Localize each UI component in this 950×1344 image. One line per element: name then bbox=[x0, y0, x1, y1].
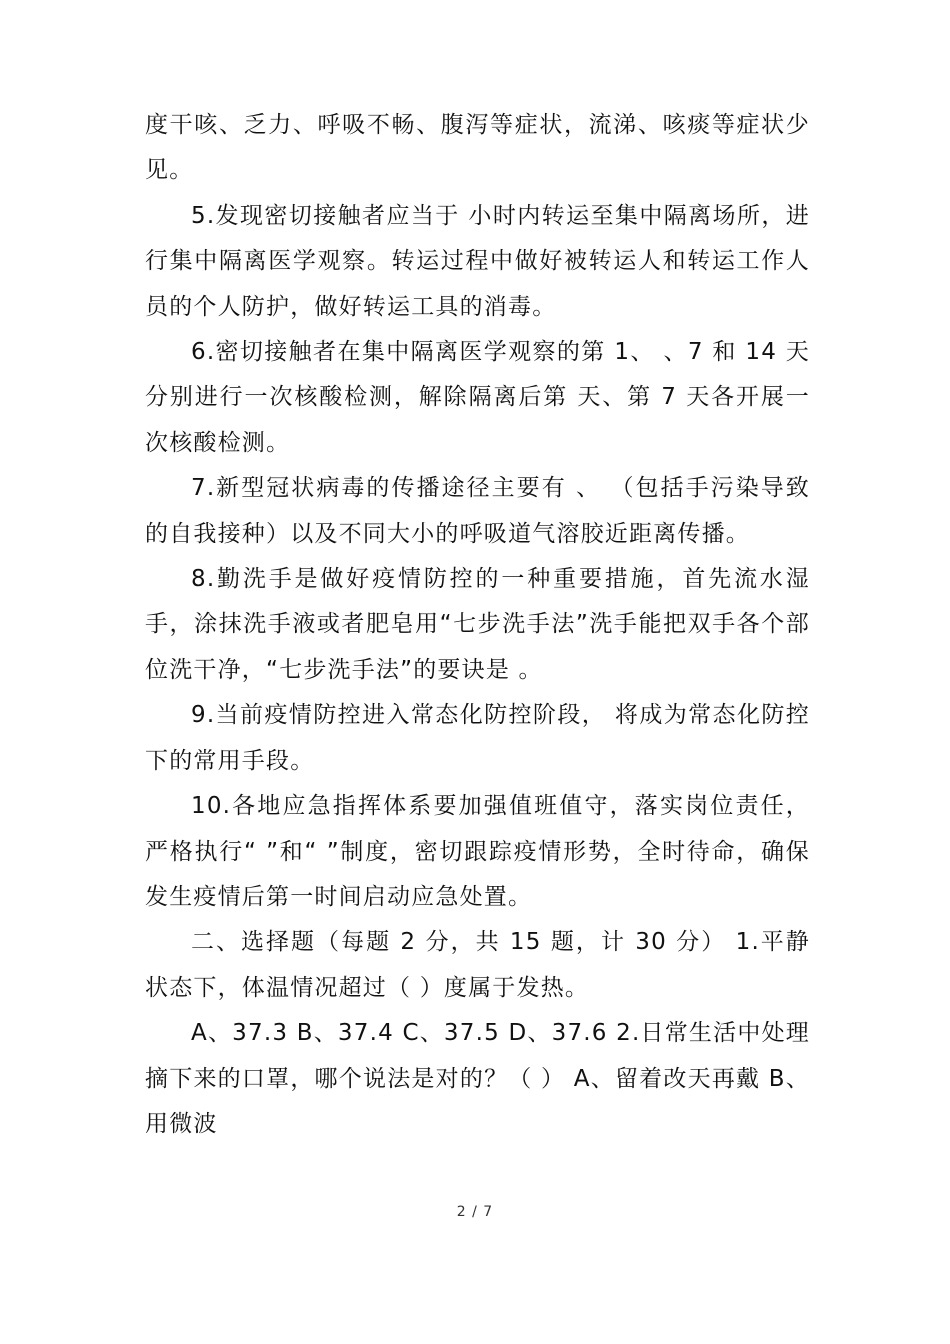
page-number: 2 / 7 bbox=[456, 1204, 494, 1220]
paragraph-continuation: 度干咳、乏力、呼吸不畅、腹泻等症状，流涕、咳痰等症状少见。 bbox=[145, 112, 810, 184]
question-5: 5.发现密切接触者应当于 小时内转运至集中隔离场所，进行集中隔离医学观察。转运过程中做好被转运人和转运工作人员的个人防护，做好转运工具的消毒。 bbox=[145, 202, 810, 320]
question-8: 8.勤洗手是做好疫情防控的一种重要措施，首先流水湿手，涂抹洗手液或者肥皂用“七步洗手法”洗手能把双手各个部位洗干净，“七步洗手法”的要诀是 。 bbox=[145, 566, 810, 683]
question-10: 10.各地应急指挥体系要加强值班值守，落实岗位责任，严格执行“ ”和“ ”制度，密切跟踪疫情形势，全时待命，确保发生疫情后第一时间启动应急处置。 bbox=[145, 793, 810, 910]
question-7: 7.新型冠状病毒的传播途径主要有 、 （包括手污染导致的自我接种）以及不同大小的呼吸道气溶胶近距离传播。 bbox=[145, 475, 810, 547]
choice-options: A、37.3 B、37.4 C、37.5 D、37.6 2.日常生活中处理摘下来的口罩，哪个说法是对的？（ ） A、留着改天再戴 B、用微波 bbox=[145, 1020, 810, 1137]
question-6: 6.密切接触者在集中隔离医学观察的第 1、 、7 和 14 天分别进行一次核酸检测，解除隔离后第 天、第 7 天各开展一次核酸检测。 bbox=[145, 339, 810, 456]
document-body bbox=[145, 103, 810, 1147]
question-9: 9.当前疫情防控进入常态化防控阶段， 将成为常态化防控下的常用手段。 bbox=[145, 702, 810, 774]
section-heading-choice: 二、选择题（每题 2 分，共 15 题，计 30 分） 1.平静状态下，体温情况超过（ ）度属于发热。 bbox=[145, 929, 810, 1001]
